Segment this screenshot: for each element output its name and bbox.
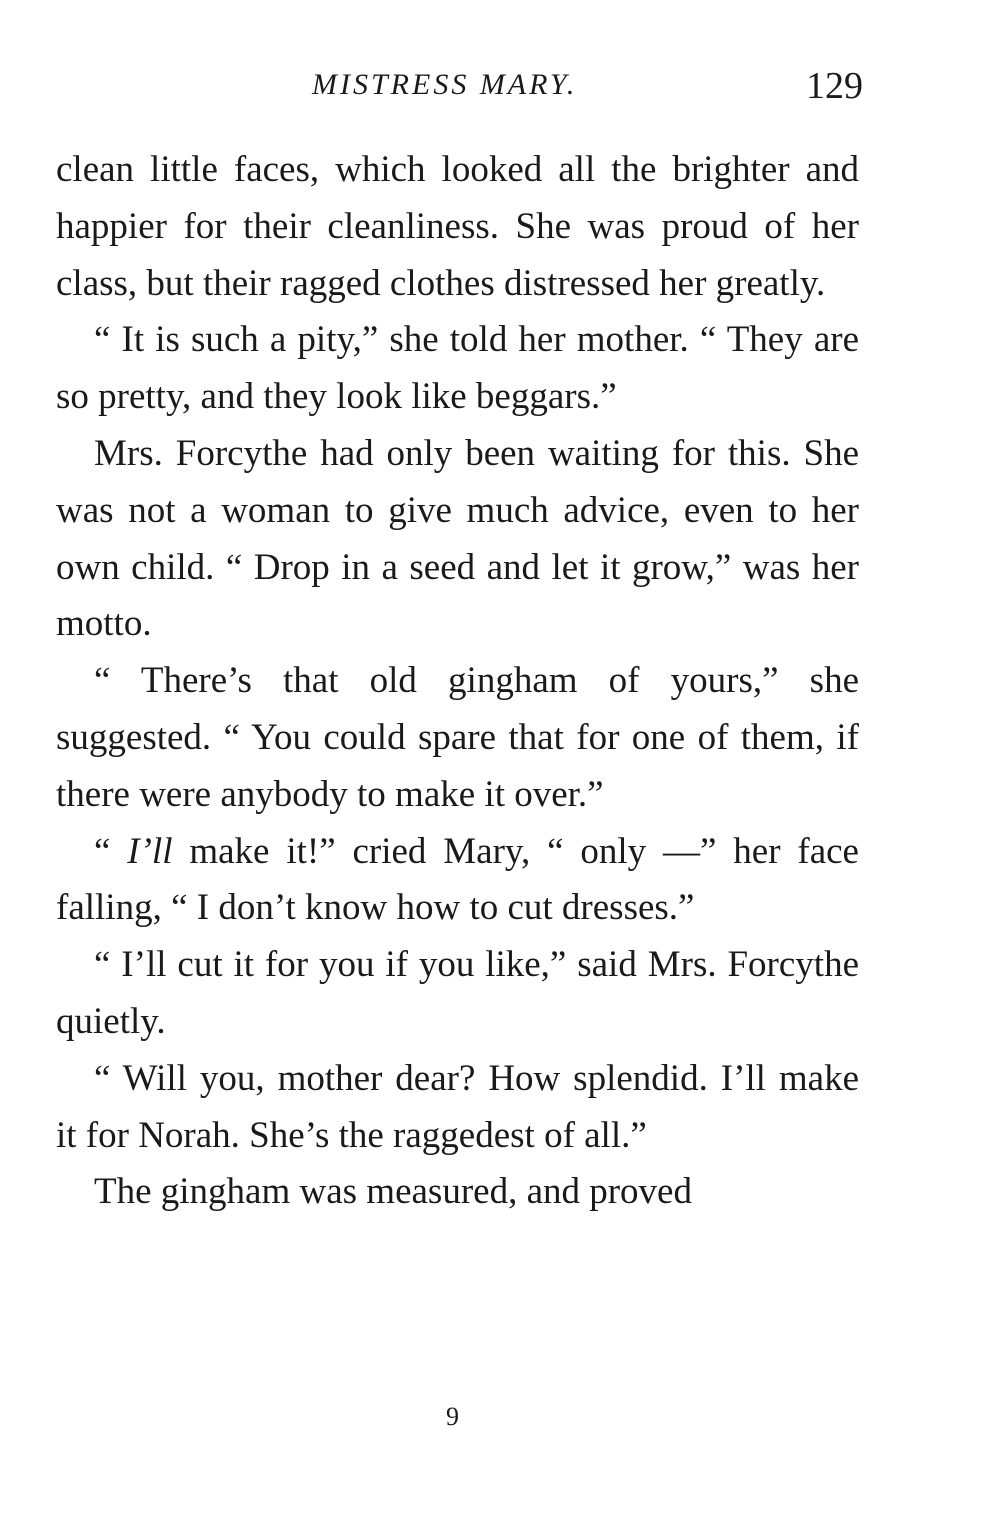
paragraph: “ It is such a pity,” she told her mother. “ They are so pretty, and they look like beggars.” [56, 319, 859, 418]
page-number: 129 [806, 65, 863, 107]
paragraph-rest: make it!” cried Mary, “ only —” her face falling, “ I don’t know how to cut dresses.” [56, 830, 859, 929]
paragraph: The gingham was measured, and proved [94, 1171, 692, 1213]
signature-mark: 9 [446, 1402, 459, 1431]
emphasis: I’ll [127, 830, 173, 872]
open-quote: “ [94, 830, 128, 872]
page-header [0, 65, 989, 118]
running-title: MISTRESS MARY. [312, 68, 578, 101]
paragraph: “ Will you, mother dear? How splendid. I’ll make it for Norah. She’s the raggedest of all.” [56, 1057, 859, 1156]
paragraph [56, 824, 859, 938]
paragraph: Mrs. Forcythe had only been waiting for this. She was not a woman to give much advice, even to her own child. “ Drop in a seed and let it grow,” was her motto. [56, 432, 859, 645]
paragraph: “ There’s that old gingham of yours,” she suggested. “ You could spare that for one of them, if there were anybody to make it over.” [56, 660, 859, 815]
paragraph: “ I’ll cut it for you if you like,” said Mrs. Forcythe quietly. [56, 944, 859, 1042]
body-text [56, 142, 859, 1221]
paragraph: clean little faces, which looked all the brighter and happier for their cleanliness. She was proud of her class, but their ragged clothes distressed her greatly. [56, 149, 859, 304]
